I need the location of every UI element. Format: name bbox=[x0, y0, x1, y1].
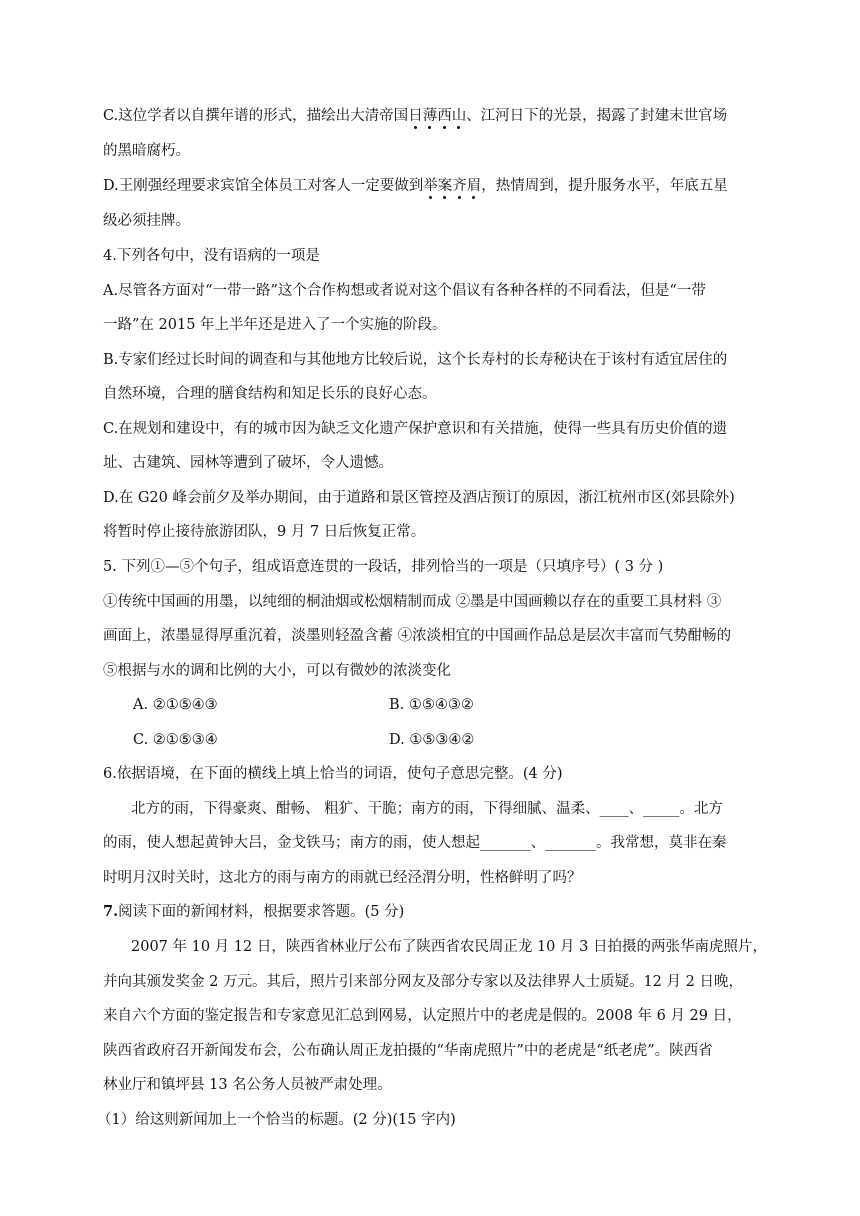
q5-option-c: C. ②①⑤③④ bbox=[133, 732, 218, 748]
question-number: 7. bbox=[103, 903, 119, 920]
text: D.王刚强经理要求宾馆全体员工对客人一定要做到 bbox=[103, 178, 424, 194]
q3-option-c-line1 bbox=[103, 106, 727, 126]
q3-option-d-line1 bbox=[103, 176, 728, 196]
emphasis-dot-char: 眉 bbox=[466, 178, 482, 194]
q5-body-line2: 画面上，浓墨显得厚重沉着，淡墨则轻盈含蓄 ④浓淡相宜的中国画作品总是层次丰富而气势酣畅的 bbox=[103, 628, 732, 644]
q3-option-d-line2: 级必须挂牌。 bbox=[103, 213, 190, 229]
q4-option-c-line2: 址、古建筑、园林等遭到了破坏，令人遗憾。 bbox=[103, 455, 393, 471]
emphasis-dot-char: 案 bbox=[437, 178, 453, 194]
q7-sub-question-1: （1）给这则新闻加上一个恰当的标题。(2 分)(15 字内) bbox=[97, 1112, 456, 1128]
emphasis-dot-char: 西 bbox=[437, 108, 452, 124]
q6-body-line2: 的雨，使人想起黄钟大吕，金戈铁马；南方的雨，使人想起_______、_______。我常想，莫非在秦 bbox=[103, 835, 727, 851]
q7-body-line1: 2007 年 10 月 12 日，陕西省林业厅公布了陕西省农民周正龙 10 月 3 日拍摄的两张华南虎照片， bbox=[131, 939, 767, 955]
q5-body-line3: ⑤根据与水的调和比例的大小，可以有微妙的浓淡变化 bbox=[103, 663, 451, 679]
question-text: 阅读下面的新闻材料，根据要求答题。(5 分) bbox=[118, 904, 405, 920]
q3-option-c-line2: 的黑暗腐朽。 bbox=[103, 143, 190, 159]
q7-body-line2: 并向其颁发奖金 2 万元。其后，照片引来部分网友及部分专家以及法律界人士质疑。12 月 2 日晚， bbox=[103, 974, 743, 990]
q7-body-line3: 来自六个方面的鉴定报告和专家意见汇总到网易，认定照片中的老虎是假的。2008 年 6 月 29 日， bbox=[103, 1008, 742, 1024]
q6-body-line1: 北方的雨，下得豪爽、酣畅、 粗犷、干脆；南方的雨，下得细腻、温柔、____、_____。北方 bbox=[131, 801, 723, 817]
q4-stem: 4.下列各句中，没有语病的一项是 bbox=[103, 248, 320, 264]
emphasis-dot-char: 薄 bbox=[422, 108, 438, 124]
q5-option-b: B. ①⑤④③② bbox=[389, 697, 474, 713]
q7-body-line4: 陕西省政府召开新闻发布会，公布确认周正龙拍摄的“华南虎照片”中的老虎是“纸老虎”。陕西省 bbox=[103, 1043, 713, 1059]
q5-stem: 5. 下列①—⑤个句子，组成语意连贯的一段话，排列恰当的一项是（只填序号）( 3 分 ) bbox=[103, 559, 664, 575]
q4-option-d-line1: D.在 G20 峰会前夕及举办期间，由于道路和景区管控及酒店预订的原因，浙江杭州市区(郊县除外) bbox=[103, 490, 735, 506]
q5-body-line1: ①传统中国画的用墨，以纯细的桐油烟或松烟精制而成 ②墨是中国画赖以存在的重要工具材料 ③ bbox=[103, 594, 722, 610]
text: C.这位学者以自撰年谱的形式，描绘出大清帝国 bbox=[103, 108, 409, 124]
q5-option-a: A. ②①⑤④③ bbox=[133, 697, 218, 713]
q7-stem bbox=[103, 902, 404, 922]
q4-option-d-line2: 将暂时停止接待旅游团队，9 月 7 日后恢复正常。 bbox=[103, 524, 426, 540]
emphasis-dot-char: 齐 bbox=[452, 178, 467, 194]
text: ，热情周到，提升服务水平，年底五星 bbox=[481, 178, 728, 194]
q4-option-a-line1: A.尽管各方面对“一带一路”这个合作构想或者说对这个倡议有各种各样的不同看法，但是“一带 bbox=[103, 283, 706, 299]
q4-option-c-line1: C.在规划和建设中，有的城市因为缺乏文化遗产保护意识和有关措施，使得一些具有历史价值的遗 bbox=[103, 421, 728, 437]
emphasis-dot-char: 日 bbox=[408, 108, 423, 124]
q7-body-line5: 林业厅和镇坪县 13 名公务人员被严肃处理。 bbox=[103, 1077, 392, 1093]
q4-option-a-line2: 一路”在 2015 年上半年还是进入了一个实施的阶段。 bbox=[103, 317, 447, 333]
text: 、江河日下的光景，揭露了封建末世官场 bbox=[466, 108, 728, 124]
q6-body-line3: 时明月汉时关时，这北方的雨与南方的雨就已经泾渭分明，性格鲜明了吗？ bbox=[103, 870, 582, 886]
emphasis-dot-char: 举 bbox=[423, 178, 438, 194]
q4-option-b-line2: 自然环境，合理的膳食结构和知足长乐的良好心态。 bbox=[103, 386, 437, 402]
emphasis-dot-char: 山 bbox=[451, 108, 467, 124]
q6-stem: 6.依据语境，在下面的横线上填上恰当的词语，使句子意思完整。(4 分) bbox=[103, 766, 563, 782]
q5-option-d: D. ①⑤③④② bbox=[389, 732, 475, 748]
q4-option-b-line1: B.专家们经过长时间的调查和与其他地方比较后说，这个长寿村的长寿秘诀在于该村有适宜居住的 bbox=[103, 352, 728, 368]
